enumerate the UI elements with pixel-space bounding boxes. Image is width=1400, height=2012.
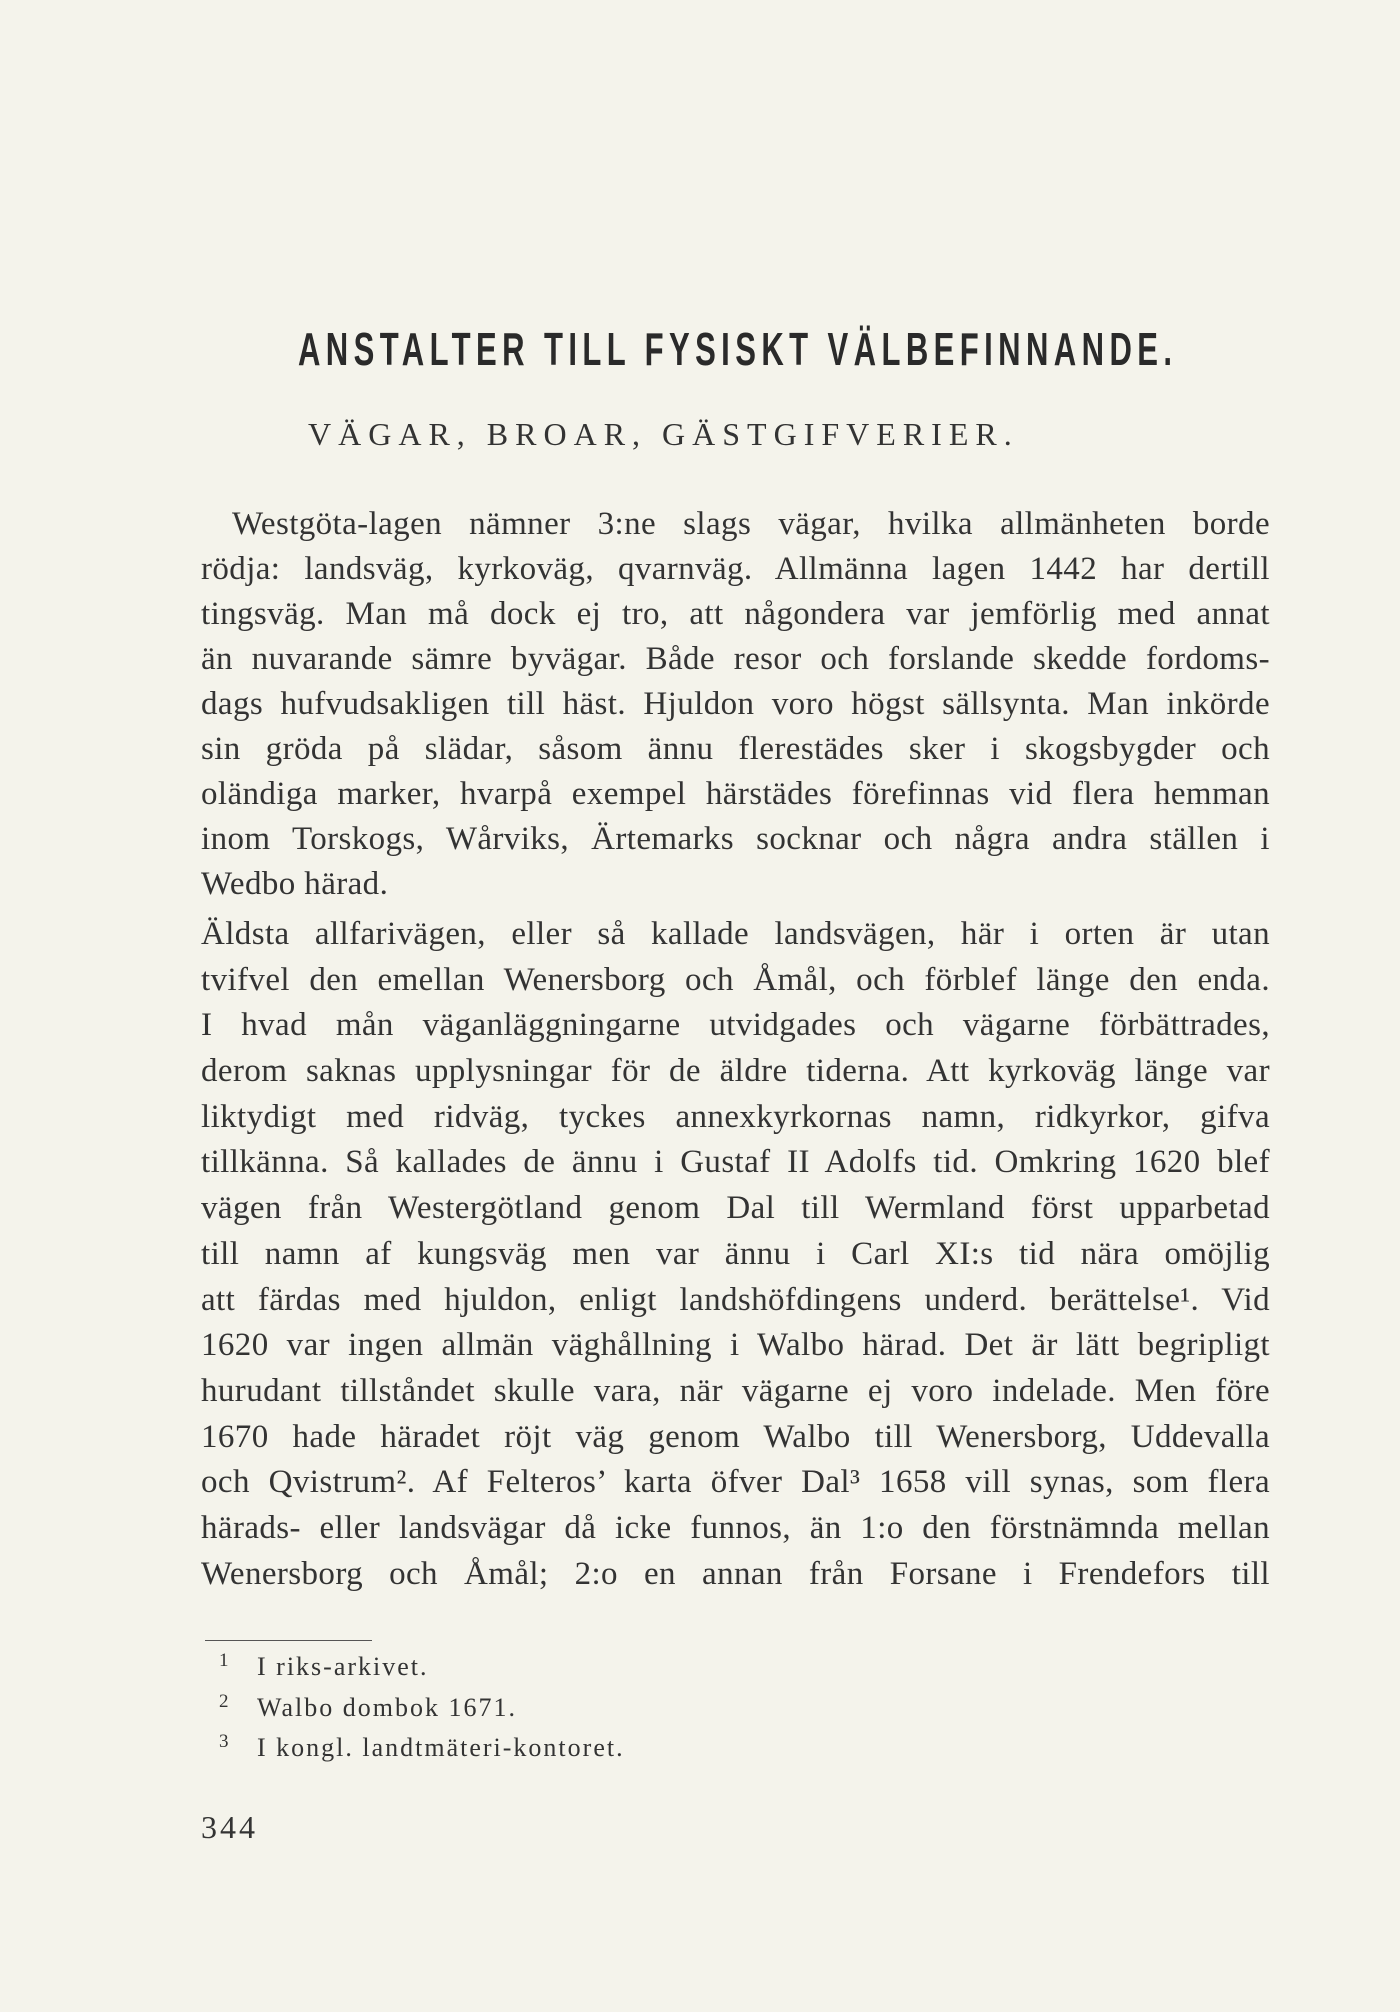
footnote-text: I kongl. landtmäteri-kontoret. — [257, 1733, 625, 1762]
paragraph-2 — [201, 912, 1270, 1597]
text-line: och Qvistrum². Af Felteros’ karta öfver Dal³ 1658 vill synas, som flera — [201, 1464, 1270, 1501]
page-number: 344 — [201, 1809, 258, 1845]
text-line: till namn af kungsväg men var ännu i Carl XI:s tid nära omöjlig — [201, 1235, 1270, 1272]
footnotes — [219, 1647, 625, 1769]
text-line: sin gröda på slädar, såsom ännu flerestädes sker i skogsbygder och — [201, 731, 1270, 767]
text-line: derom saknas upplysningar för de äldre tiderna. Att kyrkoväg länge var — [201, 1053, 1270, 1090]
text-line: tvifvel den emellan Wenersborg och Åmål, och förblef länge den enda. — [201, 961, 1270, 998]
text-line: oländiga marker, hvarpå exempel härstädes förefinnas vid flera hemman — [201, 776, 1270, 812]
text-line: tingsväg. Man må dock ej tro, att någondera var jemförlig med annat — [201, 596, 1270, 632]
footnote-marker: 1 — [219, 1650, 229, 1671]
text-line: tillkänna. Så kallades de ännu i Gustaf II Adolfs tid. Omkring 1620 blef — [201, 1144, 1270, 1181]
text-line: Wedbo härad. — [201, 866, 389, 902]
text-line: rödja: landsväg, kyrkoväg, qvarnväg. Allmänna lagen 1442 har dertill — [201, 551, 1270, 587]
text-line: Äldsta allfarivägen, eller så kallade landsvägen, här i orten är utan — [201, 916, 1270, 952]
text-line: hurudant tillståndet skulle vara, när vägarne ej voro indelade. Men före — [201, 1372, 1270, 1409]
footnote — [219, 1688, 625, 1729]
text-line: dags hufvudsakligen till häst. Hjuldon voro högst sällsynta. Man inkörde — [201, 686, 1270, 722]
text-line: Wenersborg och Åmål; 2:o en annan från Forsane i Frendefors till — [201, 1555, 1270, 1592]
footnote-text: Walbo dombok 1671. — [257, 1692, 517, 1722]
text-line: 1620 var ingen allmän väghållning i Walbo härad. Det är lätt begripligt — [201, 1327, 1270, 1364]
chapter-title: ANSTALTER TILL FYSISKT VÄLBEFINNANDE. — [297, 323, 1178, 375]
section-subtitle: VÄGAR, BROAR, GÄSTGIFVERIER. — [308, 416, 1019, 452]
text-line: inom Torskogs, Wårviks, Ärtemarks socknar och några andra ställen i — [201, 821, 1270, 857]
text-line: liktydigt med ridväg, tyckes annexkyrkornas namn, ridkyrkor, gifva — [201, 1098, 1270, 1135]
text-line: än nuvarande sämre byvägar. Både resor och forslande skedde fordoms- — [201, 641, 1270, 677]
text-line: att färdas med hjuldon, enligt landshöfdingens underd. berättelse¹. Vid — [201, 1281, 1270, 1318]
text-line: vägen från Westergötland genom Dal till Wermland först upparbetad — [201, 1190, 1270, 1227]
text-line: härads- eller landsvägar då icke funnos, än 1:o den förstnämnda mellan — [201, 1509, 1270, 1546]
footnote-marker: 2 — [219, 1690, 229, 1712]
text-line: Westgöta-lagen nämner 3:ne slags vägar, hvilka allmänheten borde — [232, 506, 1270, 542]
text-line: 1670 hade häradet röjt väg genom Walbo till Wenersborg, Uddevalla — [201, 1418, 1270, 1455]
paragraph-1 — [201, 502, 1270, 907]
footnote-text: I riks-arkivet. — [257, 1652, 429, 1681]
footnote — [219, 1728, 625, 1769]
footnote — [219, 1647, 625, 1688]
footnote-marker: 3 — [219, 1731, 229, 1752]
text-line: I hvad mån väganläggningarne utvidgades och vägarne förbättrades, — [201, 1007, 1270, 1044]
